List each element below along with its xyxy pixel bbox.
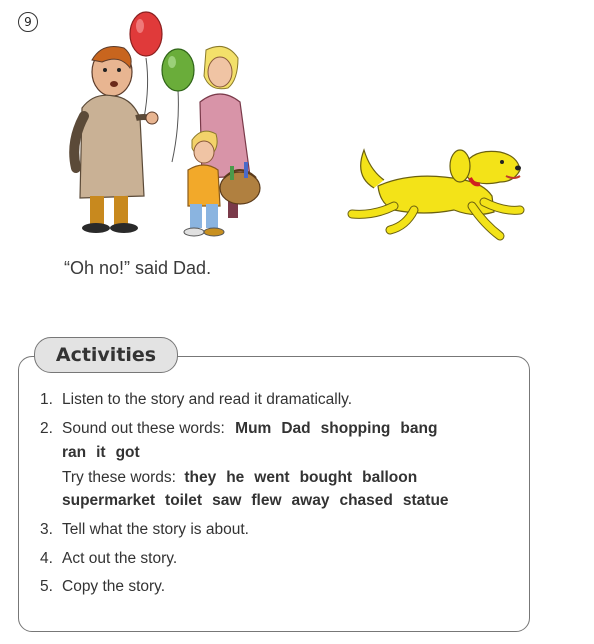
try-words-line2: supermarket toilet saw flew away chased statue xyxy=(62,492,449,509)
child-jacket xyxy=(188,165,220,206)
sound-words-line2: ran it got xyxy=(62,444,140,461)
running-dog-illustration xyxy=(344,140,526,244)
green-balloon xyxy=(162,49,194,91)
sound-words-line1: Mum Dad shopping bang xyxy=(235,420,438,437)
activity-item: 5. Copy the story. xyxy=(40,578,166,595)
dad-coat xyxy=(80,95,144,198)
activity-item: 4. Act out the story. xyxy=(40,550,178,567)
family-with-balloons-illustration xyxy=(32,6,272,242)
activity-item: 1. Listen to the story and read it dramatically. xyxy=(40,391,353,408)
try-words-line1: Try these words: they he went bought balloon xyxy=(62,469,418,486)
activity-item: 2. Sound out these words: Mum Dad shopping bang xyxy=(40,420,438,437)
story-caption: “Oh no!” said Dad. xyxy=(64,258,212,278)
red-balloon xyxy=(130,12,162,56)
activity-item: 3. Tell what the story is about. xyxy=(40,521,249,538)
activities-title: Activities xyxy=(34,337,178,373)
page-number: 9 xyxy=(18,12,38,32)
